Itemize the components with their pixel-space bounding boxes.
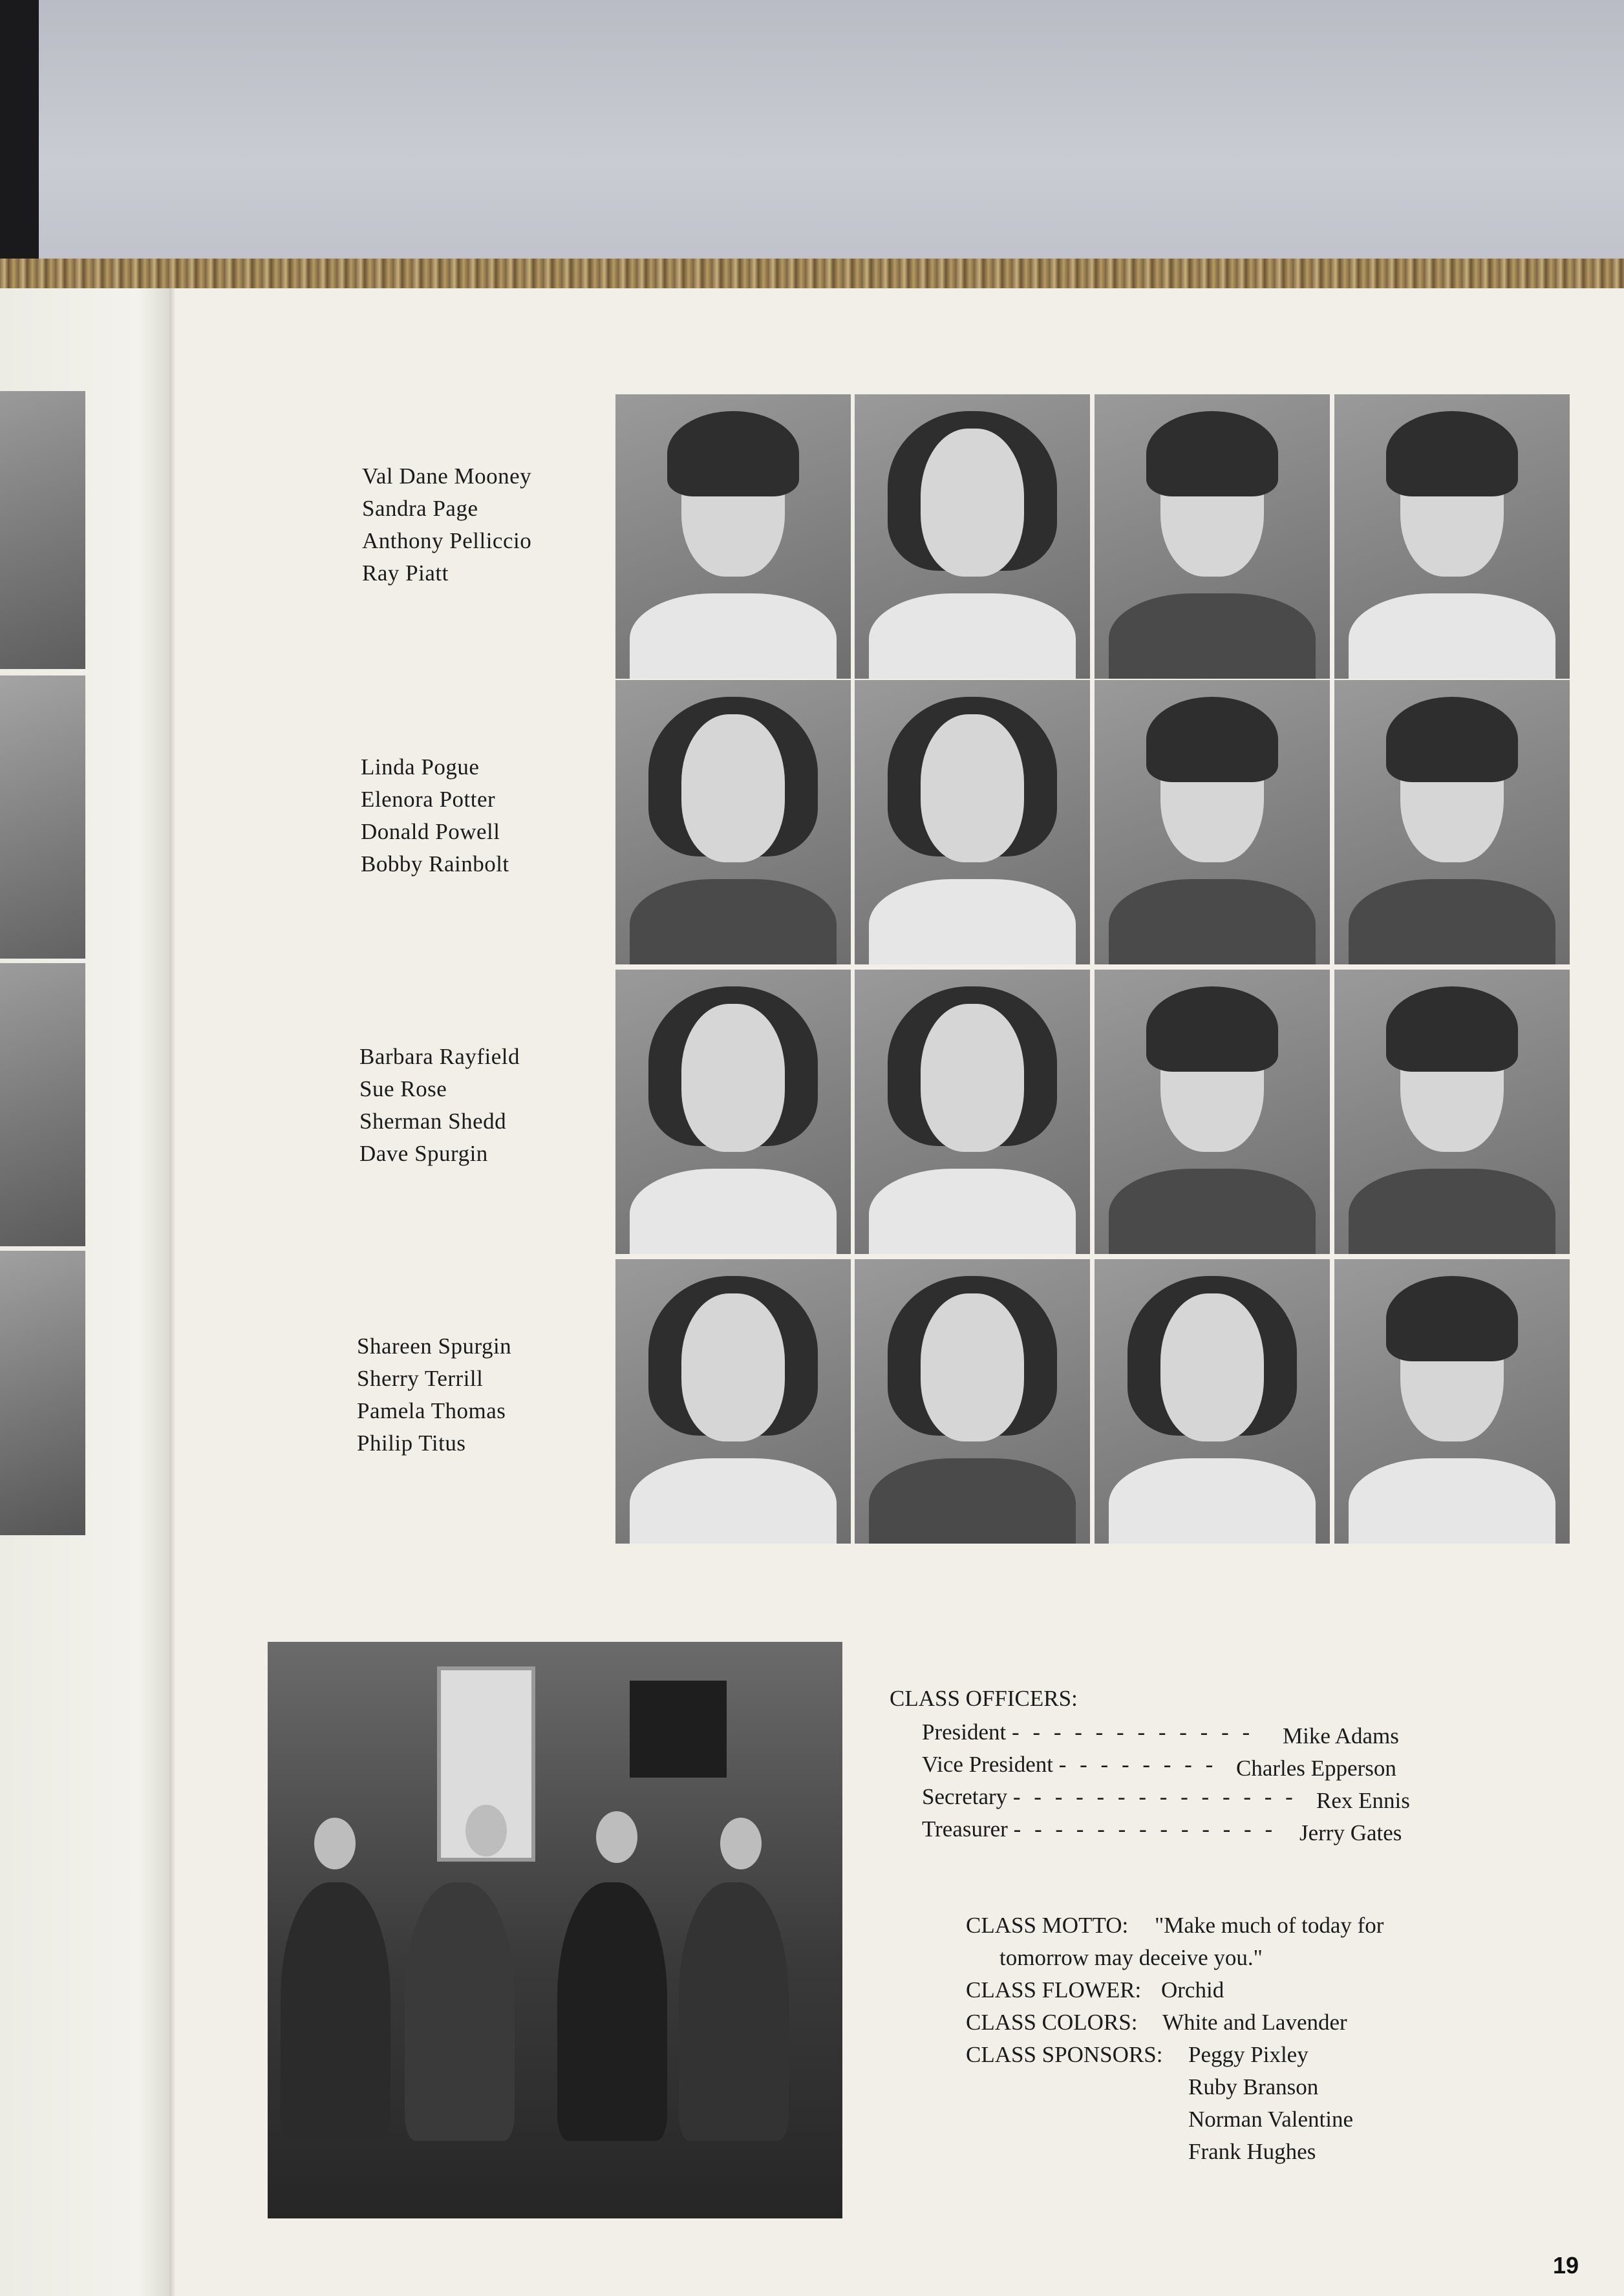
officer-row	[922, 1752, 1217, 1778]
officer-name: Jerry Gates	[1299, 1820, 1402, 1845]
student-name: Barbara Rayfield	[359, 1044, 520, 1069]
portrait-head	[681, 1004, 785, 1152]
student-name: Donald Powell	[361, 819, 500, 844]
portrait-body	[1349, 1169, 1555, 1254]
class-officers-heading: CLASS OFFICERS:	[890, 1686, 1078, 1711]
portrait-hair	[1386, 411, 1518, 496]
portrait-body	[630, 879, 837, 964]
portrait-body	[1109, 1169, 1316, 1254]
student-portrait	[1095, 680, 1330, 964]
portrait-body	[1349, 879, 1555, 964]
officer-role: Vice President	[922, 1752, 1053, 1777]
name-list-row-1	[362, 460, 531, 590]
page-gutter	[169, 288, 175, 2296]
officer-role: Treasurer	[922, 1816, 1008, 1842]
left-page-photo	[0, 391, 85, 669]
student-name: Val Dane Mooney	[362, 463, 532, 489]
portrait-body	[1109, 879, 1316, 964]
person	[405, 1882, 515, 2141]
left-page-photo	[0, 675, 85, 959]
student-name: Ray Piatt	[362, 560, 449, 586]
class-officers-group-photo	[268, 1642, 842, 2218]
student-portrait	[1334, 680, 1570, 964]
student-portrait	[1095, 394, 1330, 679]
student-name: Sandra Page	[362, 496, 478, 521]
portrait-hair	[1146, 411, 1278, 496]
portrait-body	[1109, 593, 1316, 679]
student-portrait	[1334, 1259, 1570, 1544]
officer-leader: - - - - - - - -	[1058, 1752, 1217, 1777]
name-list-row-2	[361, 751, 509, 880]
student-portrait	[855, 970, 1090, 1254]
person-face	[596, 1811, 637, 1863]
portrait-head	[1160, 1293, 1264, 1441]
officer-name: Mike Adams	[1283, 1723, 1399, 1749]
student-portrait	[1095, 970, 1330, 1254]
portrait-head	[681, 1293, 785, 1441]
person	[557, 1882, 667, 2141]
student-name: Sherman Shedd	[359, 1109, 507, 1134]
officer-leader: - - - - - - - - - - - -	[1012, 1719, 1254, 1745]
student-portrait	[615, 1259, 851, 1544]
portrait-body	[1349, 593, 1555, 679]
student-portrait	[1334, 970, 1570, 1254]
class-motto-label: CLASS MOTTO:	[966, 1913, 1129, 1938]
class-motto-line-1: "Make much of today for	[1155, 1913, 1384, 1938]
portrait-body	[630, 1458, 837, 1544]
name-list-row-4	[357, 1330, 511, 1460]
student-name: Anthony Pelliccio	[362, 528, 532, 553]
portrait-hair	[1146, 986, 1278, 1072]
student-portrait	[855, 1259, 1090, 1544]
portrait-hair	[667, 411, 799, 496]
left-page-photo	[0, 963, 85, 1246]
student-name: Dave Spurgin	[359, 1141, 488, 1166]
portrait-body	[630, 593, 837, 679]
class-sponsor: Frank Hughes	[1188, 2139, 1316, 2164]
class-motto-line-2: tomorrow may deceive you."	[999, 1945, 1263, 1970]
officer-row	[922, 1719, 1254, 1745]
name-list-row-3	[359, 1041, 520, 1170]
portrait-body	[869, 879, 1076, 964]
officer-name: Rex Ennis	[1316, 1788, 1410, 1813]
portrait-head	[921, 714, 1024, 862]
officer-role: Secretary	[922, 1784, 1008, 1809]
scanner-background	[0, 0, 1624, 271]
officer-row	[922, 1816, 1276, 1842]
portrait-hair	[1386, 1276, 1518, 1361]
student-name: Pamela Thomas	[357, 1398, 506, 1423]
portrait-body	[630, 1169, 837, 1254]
portrait-head	[921, 1004, 1024, 1152]
student-name: Sue Rose	[359, 1076, 447, 1101]
class-sponsor: Ruby Branson	[1188, 2074, 1319, 2099]
student-name: Elenora Potter	[361, 787, 496, 812]
portrait-body	[869, 1169, 1076, 1254]
student-name: Sherry Terrill	[357, 1366, 484, 1391]
student-portrait	[615, 970, 851, 1254]
student-portrait	[1334, 394, 1570, 679]
class-sponsors-label: CLASS SPONSORS:	[966, 2042, 1163, 2067]
class-info-block	[966, 1909, 1470, 2168]
portrait-body	[869, 593, 1076, 679]
student-portrait	[1095, 1259, 1330, 1544]
student-portrait	[855, 680, 1090, 964]
class-sponsor: Norman Valentine	[1188, 2107, 1353, 2132]
student-name: Philip Titus	[357, 1430, 466, 1456]
student-portrait	[615, 680, 851, 964]
person	[679, 1882, 789, 2141]
scanner-edge	[0, 0, 39, 271]
officer-row	[922, 1784, 1297, 1810]
portrait-body	[1349, 1458, 1555, 1544]
class-officers-block	[890, 1686, 1433, 1854]
officer-leader: - - - - - - - - - - - - - -	[1012, 1784, 1297, 1809]
person-face	[720, 1818, 762, 1869]
officer-name: Charles Epperson	[1236, 1756, 1396, 1781]
portrait-head	[921, 1293, 1024, 1441]
class-flower-label: CLASS FLOWER:	[966, 1977, 1142, 2003]
left-page-photo	[0, 1251, 85, 1535]
officer-role: President	[922, 1719, 1007, 1745]
person-face	[314, 1818, 356, 1869]
student-portrait	[855, 394, 1090, 679]
class-colors: White and Lavender	[1162, 2010, 1347, 2035]
student-name: Shareen Spurgin	[357, 1334, 512, 1359]
person	[281, 1882, 390, 2141]
class-flower: Orchid	[1161, 1977, 1224, 2003]
class-sponsor: Peggy Pixley	[1188, 2042, 1309, 2067]
portrait-body	[1109, 1458, 1316, 1544]
officer-leader: - - - - - - - - - - - - -	[1013, 1816, 1277, 1842]
wall-board	[630, 1681, 727, 1778]
book-binding	[0, 259, 1624, 290]
portrait-hair	[1386, 986, 1518, 1072]
class-colors-label: CLASS COLORS:	[966, 2010, 1138, 2035]
page-number: 19	[1553, 2252, 1579, 2279]
portrait-head	[681, 714, 785, 862]
student-name: Linda Pogue	[361, 754, 480, 780]
portrait-hair	[1386, 697, 1518, 782]
portrait-body	[869, 1458, 1076, 1544]
student-name: Bobby Rainbolt	[361, 851, 509, 877]
student-portrait	[615, 394, 851, 679]
portrait-head	[921, 429, 1024, 577]
person-face	[465, 1805, 507, 1856]
portrait-hair	[1146, 697, 1278, 782]
